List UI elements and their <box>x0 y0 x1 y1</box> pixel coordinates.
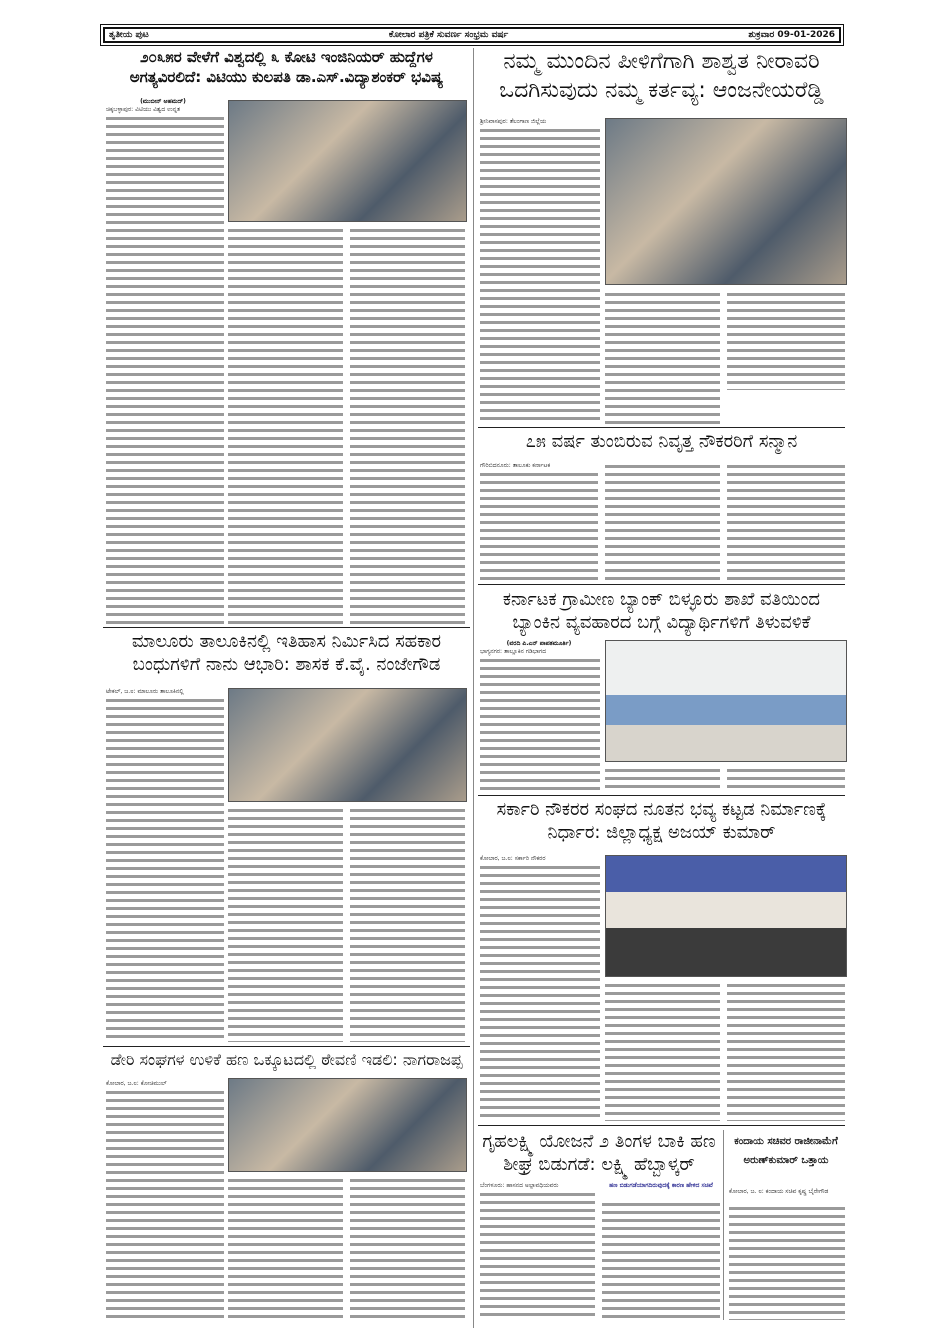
byline: (ಮುಬೀನ್ ಅಹಮದ್) <box>140 98 186 105</box>
article-body <box>480 863 600 1121</box>
headline-employees-building: ಸರ್ಕಾರಿ ನೌಕರರ ಸಂಘದ ನೂತನ ಭವ್ಯ ಕಟ್ಟಡ ನಿರ್ಮಾಣಕ್ಕೆ ನಿರ್ಧಾರ: ಜಿಲ್ಲಾಧ್ಯಕ್ಷ ಅಜಯ್ ಕುಮಾರ್ <box>496 799 827 844</box>
article-body <box>480 656 600 792</box>
article-lead: ಕೋಲಾರ, ಜ.೮: ಸರ್ಕಾರಿ ನೌಕರರ <box>480 855 546 862</box>
article-lead: ಗೌರಿಬಿದನೂರು: ತಾಲೂಕು ಕರ್ನಾಟಕ <box>480 462 551 469</box>
article-lead: ಚಿಕ್ಕಬಳ್ಳಾಪುರ: ವಿಟಿಯು ವಿಶ್ವದ ಉನ್ನತ <box>106 106 181 113</box>
page-label: ತೃತೀಯ ಪುಟ <box>109 30 149 40</box>
headline-malur: ಮಾಲೂರು ತಾಲೂಕಿನಲ್ಲಿ ಇತಿಹಾಸ ನಿರ್ಮಿಸಿದ ಸಹಕಾರ ಬಂಧುಗಳಿಗೆ ನಾನು ಆಭಾರಿ: ಶಾಸಕ ಕೆ.ವೈ. ನಂಜೇಗೌಡ <box>131 631 442 676</box>
article-body <box>480 1190 595 1320</box>
byline: (ವರದಿ ಪಿ.ಎನ್ ಪಾಪತಮೂರ್ತಿ) <box>506 640 572 647</box>
article-body <box>480 470 598 580</box>
divider <box>103 627 470 628</box>
article-body <box>106 1088 224 1320</box>
page-header <box>103 27 841 43</box>
photo-vtu-event <box>228 100 467 222</box>
article-body <box>605 766 720 792</box>
article-lead: ಬೆಂಗಳೂರು: ಹಾಸನದ ಅಲ್ಪಾವಧಿಯವರು <box>480 1182 559 1189</box>
article-body <box>729 1204 845 1320</box>
article-body <box>350 226 465 624</box>
article-body <box>727 290 845 390</box>
headline-irrigation: ನಮ್ಮ ಮುಂದಿನ ಪೀಳಿಗೆಗಾಗಿ ಶಾಶ್ವತ ನೀರಾವರಿ ಒದಗಿಸುವುದು ನಮ್ಮ ಕರ್ತವ್ಯ: ಆಂಜನೇಯರೆಡ್ಡಿ <box>499 49 824 103</box>
divider <box>478 1125 845 1126</box>
article-lead: ಶ್ರೀನಿವಾಸಪುರ: ತೆಲಂಗಾಣ ಜಿಲ್ಲೆಯ <box>480 118 547 125</box>
headline-vtu: ೨೦೩೫ರ ವೇಳೆಗೆ ವಿಶ್ವದಲ್ಲಿ ೩ ಕೋಟಿ ಇಂಜಿನಿಯರ್ ಹುದ್ದೆಗಳ ಅಗತ್ಯವಿರಲಿದೆ: ವಿಟಿಯು ಕುಲಪತಿ ಡಾ.ಎಸ್.ವಿದ್ಯಾಶಂಕರ್ ಭವಿಷ್ಯ <box>129 48 444 86</box>
subheadline: ಹಣ ಬಿಡುಗಡೆಯಾಗದಿರುವುದಕ್ಕೆ ಕಾರಣ ಹೇಳಿದ ಸಚಿವೆ <box>609 1182 713 1189</box>
column-divider <box>723 1130 724 1320</box>
article-body <box>727 766 845 792</box>
article-lead: ಟೇಕಲ್, ಜ.೮: ಮಾಲೂರು ತಾಲೂಕಿನಲ್ಲಿ <box>106 688 184 695</box>
photo-dairy-meeting <box>228 1078 467 1172</box>
headline-gruhalakshmi: ಗೃಹಲಕ್ಷ್ಮಿ ಯೋಜನೆ ೨ ತಿಂಗಳ ಬಾಕಿ ಹಣ ಶೀಘ್ರ ಬಿಡುಗಡೆ: ಲಕ್ಷ್ಮಿ ಹೆಬ್ಬಾಳ್ಕರ್ <box>482 1131 716 1176</box>
article-body <box>727 981 845 1121</box>
article-body <box>228 226 343 624</box>
article-lead: ಕೋಲಾರ, ಜ. ೮: ಕಂದಾಯ ಸಚಿವ ಕೃಷ್ಣ ಬೈರೇಗೌಡ <box>729 1188 829 1195</box>
headline-dairy: ಡೇರಿ ಸಂಘಗಳ ಉಳಿಕೆ ಹಣ ಒಕ್ಕೂಟದಲ್ಲಿ ಠೇವಣಿ ಇಡಲಿ: ನಾಗರಾಜಪ್ಪ <box>110 1050 463 1069</box>
article-body <box>605 981 720 1121</box>
column-divider <box>473 48 474 1328</box>
photo-malur-felicitation <box>228 688 467 802</box>
paper-name: ಕೋಲಾರ ಪತ್ರಿಕೆ ಸುವರ್ಣ ಸಂಭ್ರಮ ವರ್ಷ <box>388 30 509 40</box>
headline-revenue-minister: ಕಂದಾಯ ಸಚಿವರ ರಾಜೀನಾಮೆಗೆ ಅರುಣ್‌ಕುಮಾರ್ ಒತ್ತಾಯ <box>734 1136 838 1166</box>
article-body <box>605 462 720 580</box>
article-body <box>480 126 600 424</box>
divider <box>478 427 845 428</box>
article-lead: ಕೋಲಾರ, ಜ.೮: ಕೋಚಿಮುಲ್ <box>106 1080 167 1087</box>
article-body <box>605 290 720 424</box>
article-body <box>602 1200 720 1320</box>
divider <box>478 584 845 585</box>
issue-date: ಶುಕ್ರವಾರ 09-01-2026 <box>748 30 835 40</box>
divider <box>103 1046 470 1047</box>
article-lead: ಭಾಗ್ಯನಗರ: ತಾಲ್ಲೂಕಿನ ಗಡಿಭಾಗದ <box>480 648 547 655</box>
headline-gramin-bank: ಕರ್ನಾಟಕ ಗ್ರಾಮೀಣ ಬ್ಯಾಂಕ್ ಬಿಳ್ಳೂರು ಶಾಖೆ ವತಿಯಿಂದ ಬ್ಯಾಂಕಿನ ವ್ಯವಹಾರದ ಬಗ್ಗೆ ವಿದ್ಯಾರ್ಥಿಗಳಿಗೆ ತಿಳುವಳಿಕೆ <box>502 589 821 634</box>
article-body <box>727 462 845 580</box>
article-body <box>228 806 343 1042</box>
article-body <box>350 806 465 1042</box>
article-body <box>106 114 224 624</box>
article-body <box>228 1176 343 1320</box>
photo-bank-classroom <box>605 640 847 762</box>
headline-retired-felicitation: ೭೫ ವರ್ಷ ತುಂಬಿರುವ ನಿವೃತ್ತ ನೌಕರರಿಗೆ ಸನ್ಮಾನ <box>525 431 798 452</box>
divider <box>478 795 845 796</box>
photo-irrigation-meeting <box>605 118 847 285</box>
article-body <box>106 696 224 1042</box>
photo-employees-meeting <box>605 855 847 977</box>
article-body <box>350 1176 465 1320</box>
